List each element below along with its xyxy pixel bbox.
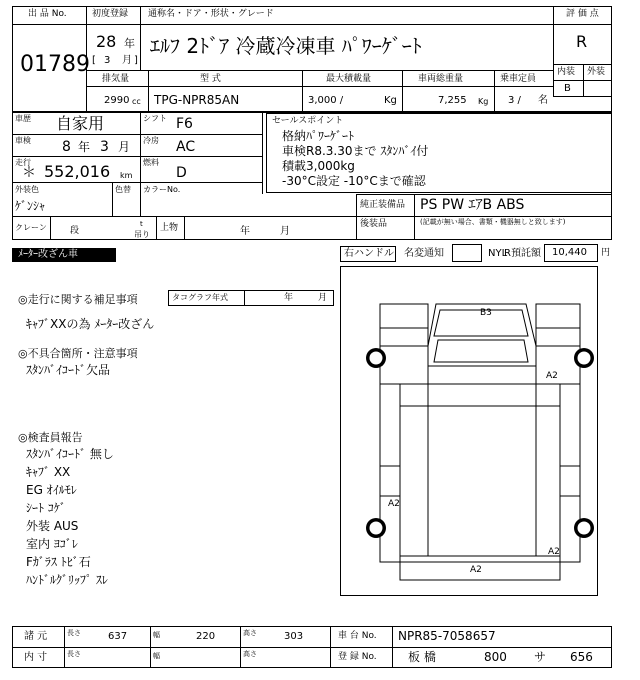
- exterior-label: 外装: [587, 67, 606, 77]
- tachograph-year: 年: [284, 293, 294, 303]
- meter-tamper-label: ﾒｰﾀｰ改ざん車: [18, 249, 78, 260]
- capacity-unit: 名: [538, 95, 548, 106]
- loader-month: 月: [280, 226, 290, 237]
- sales-point-line: 車検R8.3.30まで ｽﾀﾝﾊﾞｲ付: [282, 144, 429, 158]
- gross-weight-value: 7,255: [438, 95, 467, 106]
- name-change-box: [452, 244, 482, 262]
- displacement-label: 排気量: [102, 74, 130, 84]
- inspector-line: ｽﾀﾝﾊﾞｲｺｰﾄﾞ 無し: [26, 447, 114, 461]
- sales-point-line: 積載3,000kg: [282, 159, 355, 173]
- capacity-label: 乗車定員: [500, 74, 537, 84]
- damage-mark: B3: [480, 308, 492, 318]
- max-load-value: 3,000 /: [308, 95, 344, 106]
- recycle-amount: 10,440: [552, 247, 587, 258]
- height-label: 高さ: [243, 629, 257, 637]
- inspector-line: Fｶﾞﾗｽ ﾄﾋﾞ石: [26, 555, 91, 569]
- capacity-value: 3 /: [508, 95, 521, 106]
- model-label: 型 式: [200, 74, 221, 84]
- reg-year: 28: [96, 32, 117, 51]
- inner-length-label: 長さ: [67, 650, 81, 658]
- chassis-value: NPR85-7058657: [398, 629, 496, 643]
- shift-value: F6: [176, 116, 193, 132]
- reg-kana: サ: [534, 650, 547, 664]
- color-label: 外装色: [15, 185, 39, 194]
- lot-no-label: 出 品 No.: [28, 9, 67, 19]
- sales-point-line: 格納ﾊﾟﾜｰｹﾞｰﾄ: [282, 129, 355, 143]
- inspection-month: 3: [100, 139, 109, 155]
- recycle-label: R預託額: [504, 248, 541, 259]
- model-value: TPG-NPR85AN: [154, 93, 240, 107]
- damage-mark: A2: [388, 499, 400, 509]
- inspection-label: 車検: [15, 136, 31, 145]
- crane-hanging: 吊り: [134, 230, 150, 239]
- recycle-unit: 円: [601, 248, 611, 258]
- sales-point-line: -30°C設定 -10°Cまで確認: [282, 174, 426, 188]
- aftermarket-note: (記載が無い場合、書類・機器無しと致します): [420, 218, 566, 226]
- reg-number: 656: [570, 650, 593, 664]
- mileage-value: 552,016: [44, 162, 111, 181]
- height-value: 303: [284, 631, 304, 642]
- reg-month: 3: [104, 55, 111, 66]
- inner-width-label: 幅: [153, 652, 160, 660]
- gross-weight-unit: Kg: [478, 97, 489, 106]
- gross-weight-label: 車両総重量: [418, 74, 464, 84]
- driving-notes-label: ◎走行に関する補足事項: [18, 293, 138, 306]
- inspector-line: 室内 ﾖｺﾞﾚ: [26, 537, 78, 551]
- color-code-label: カラーNo.: [143, 185, 181, 194]
- lot-number: 01789: [20, 52, 90, 77]
- damage-mark: A2: [470, 565, 482, 575]
- inspector-line: ｼｰﾄ ｺｹﾞ: [26, 501, 66, 515]
- reg-label: 登 録 No.: [338, 652, 377, 662]
- tachograph-label: タコグラフ年式: [172, 293, 228, 302]
- reg-year-unit: 年: [124, 37, 135, 50]
- tax-label: NYL: [488, 248, 508, 259]
- name-change-label: 名変通知: [404, 248, 444, 259]
- tachograph-month: 月: [318, 293, 328, 303]
- width-label: 幅: [153, 631, 160, 639]
- aftermarket-label: 後装品: [360, 219, 388, 229]
- dims-label: 諸 元: [24, 631, 48, 642]
- car-name: ｴﾙﾌ 2ﾄﾞｱ 冷蔵冷凍車 ﾊﾟﾜｰｹﾞｰﾄ: [150, 34, 422, 58]
- history-value: 自家用: [56, 114, 105, 133]
- genuine-value: PS PW ｴｱB ABS: [420, 197, 525, 213]
- color-no-label: 色替: [115, 185, 131, 194]
- max-load-unit: Kg: [384, 95, 397, 106]
- driving-notes-text: ｷｬﾌﾞXXの為 ﾒｰﾀｰ改ざん: [26, 317, 155, 331]
- genuine-label: 純正装備品: [360, 200, 406, 210]
- shift-label: シフト: [143, 114, 167, 123]
- right-hand-label: 右ハンドル: [344, 248, 394, 259]
- crane-stage: 段: [70, 226, 80, 236]
- crane-t: t: [140, 220, 143, 228]
- inspection-year: 8: [62, 139, 71, 155]
- loader-year: 年: [240, 226, 250, 237]
- inner-height-label: 高さ: [243, 650, 257, 658]
- inspector-line: ｷｬﾌﾞ XX: [26, 465, 71, 479]
- mileage-prefix: ＊: [22, 165, 36, 181]
- defect-label: ◎不具合箇所・注意事項: [18, 347, 138, 360]
- interior-grade: B: [564, 83, 571, 94]
- max-load-label: 最大積載量: [326, 74, 372, 84]
- fuel-value: D: [176, 165, 187, 181]
- chassis-label: 車 台 No.: [338, 631, 377, 641]
- inspection-year-unit: 年: [78, 140, 91, 154]
- inspection-month-unit: 月: [118, 140, 131, 154]
- history-label: 車歴: [15, 114, 31, 123]
- displacement-unit: cc: [132, 97, 141, 106]
- inspector-line: EG ｵｲﾙﾓﾚ: [26, 483, 77, 497]
- loader-label: 上物: [160, 223, 179, 233]
- rating-label: 評 価 点: [566, 9, 599, 19]
- sales-point-label: セールスポイント: [272, 116, 344, 126]
- crane-label: クレーン: [15, 223, 47, 232]
- damage-mark: A2: [546, 371, 558, 381]
- mileage-label: 走行: [15, 158, 31, 167]
- width-value: 220: [196, 631, 216, 642]
- reg-class: 800: [484, 650, 507, 664]
- defect-text: ｽﾀﾝﾊﾞｲｺｰﾄﾞ欠品: [26, 363, 111, 377]
- color-value: ｹﾞﾝｼｬ: [15, 199, 46, 213]
- interior-label: 内装: [557, 67, 576, 77]
- inner-label: 内 寸: [24, 652, 48, 663]
- name-label: 通称名・ドア・形状・グレード: [148, 9, 274, 19]
- first-reg-label: 初度登録: [92, 9, 129, 19]
- length-value: 637: [108, 631, 128, 642]
- ac-label: 冷房: [143, 136, 159, 145]
- damage-mark: A2: [548, 547, 560, 557]
- ac-value: AC: [176, 139, 196, 155]
- length-label: 長さ: [67, 629, 81, 637]
- inspector-line: 外装 AUS: [26, 519, 79, 533]
- displacement-value: 2990: [104, 95, 130, 106]
- mileage-unit: km: [120, 171, 133, 180]
- rating-value: R: [576, 32, 588, 51]
- reg-area: 板 橋: [408, 650, 436, 664]
- inspector-line: ﾊﾝﾄﾞﾙｸﾞﾘｯﾌﾟ ｽﾚ: [26, 573, 108, 587]
- reg-month-unit: 月: [122, 55, 132, 66]
- inspector-label: ◎検査員報告: [18, 431, 83, 444]
- fuel-label: 燃料: [143, 158, 159, 167]
